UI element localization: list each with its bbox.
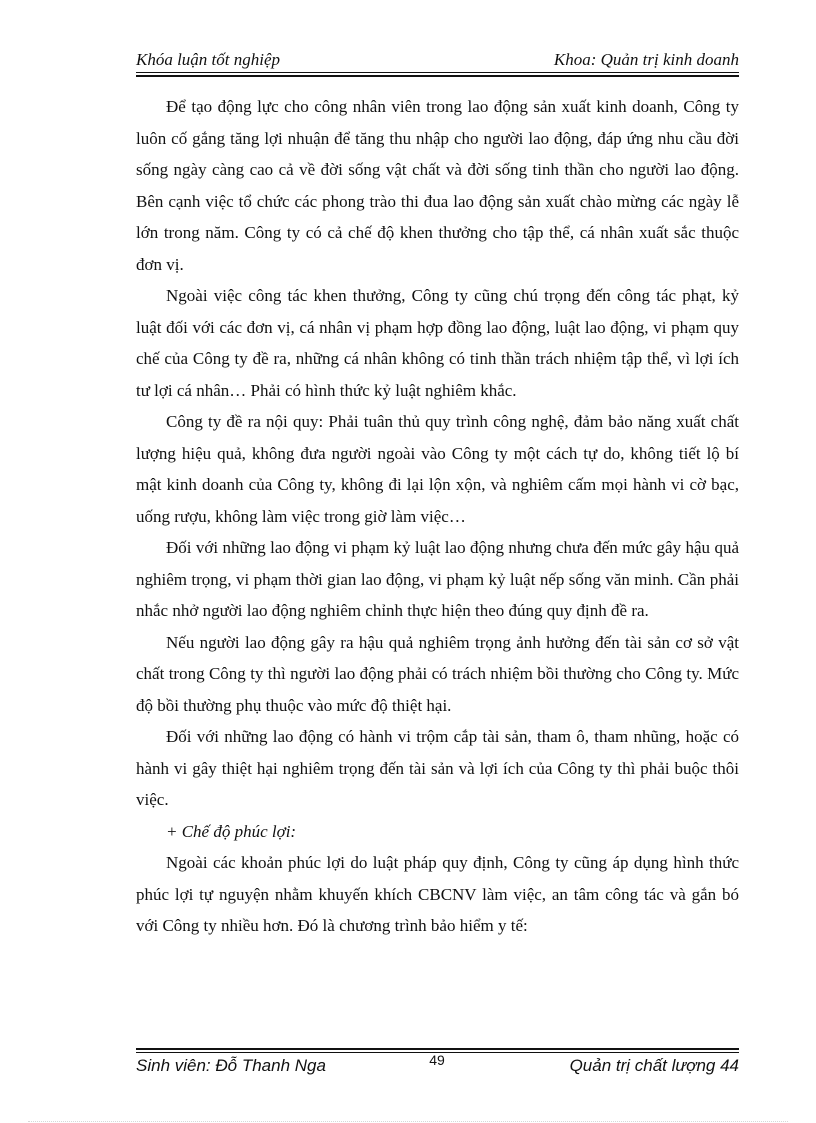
page-footer	[136, 1055, 739, 1081]
paragraph-motivation: Để tạo động lực cho công nhân viên trong lao động sản xuất kinh doanh, Công ty luôn cố gắng tăng lợi nhuận để tăng thu nhập cho người lao động, đáp ứng nhu cầu đời sống ngày càng cao cả về đời sống vật chất và đời sống tinh thần cho người lao động. Bên cạnh việc tổ chức các phong trào thi đua lao động sản xuất chào mừng các ngày lễ lớn trong năm. Công ty có cả chế độ khen thưởng cho tập thể, cá nhân xuất sắc thuộc đơn vị.	[136, 97, 739, 274]
paragraph-discipline: Ngoài việc công tác khen thưởng, Công ty cũng chú trọng đến công tác phạt, kỷ luật đối với các đơn vị, cá nhân vị phạm hợp đồng lao động, luật lao động, vi phạm quy chế của Công ty đề ra, những cá nhân không có tinh thần trách nhiệm tập thể, vì lợi ích tư lợi cá nhân… Phải có hình thức kỷ luật nghiêm khắc.	[136, 286, 739, 400]
paragraph-dismissal: Đối với những lao động có hành vi trộm cắp tài sản, tham ô, tham nhũng, hoặc có hành vi gây thiệt hại nghiêm trọng đến tài sản và lợi ích của Công ty thì phải buộc thôi việc.	[136, 727, 739, 809]
paragraph-rules: Công ty đề ra nội quy: Phải tuân thủ quy trình công nghệ, đảm bảo năng xuất chất lượng hiệu quả, không đưa người ngoài vào Công ty một cách tự do, không tiết lộ bí mật kinh doanh của Công ty, không đi lại lộn xộn, và nghiêm cấm mọi hành vi cờ bạc, uống rượu, không làm việc trong giờ làm việc…	[136, 412, 739, 526]
section-label-welfare: + Chế độ phúc lợi:	[166, 821, 297, 841]
page-number: 49	[429, 1052, 445, 1068]
page-edge-divider	[28, 1121, 788, 1122]
header-rule-thin	[136, 72, 739, 73]
paragraph-welfare: Ngoài các khoản phúc lợi do luật pháp quy định, Công ty cũng áp dụng hình thức phúc lợi tự nguyện nhằm khuyến khích CBCNV làm việc, an tâm công tác và gắn bó với Công ty nhiều hơn. Đó là chương trình bảo hiểm y tế:	[136, 853, 739, 935]
header-rule-thick	[136, 75, 739, 77]
footer-class: Quản trị chất lượng 44	[569, 1056, 739, 1075]
body-text	[136, 91, 739, 942]
header-faculty: Khoa: Quản trị kinh doanh	[553, 50, 739, 69]
header-thesis-title: Khóa luận tốt nghiệp	[136, 50, 281, 69]
footer-student-name: Sinh viên: Đỗ Thanh Nga	[136, 1056, 326, 1075]
footer-rule-thick	[136, 1048, 739, 1050]
paragraph-compensation: Nếu người lao động gây ra hậu quả nghiêm trọng ảnh hưởng đến tài sản cơ sở vật chất trong Công ty thì người lao động phải có trách nhiệm bồi thường cho Công ty. Mức độ bồi thường phụ thuộc vào mức độ thiệt hại.	[136, 632, 739, 715]
paragraph-minor-violations: Đối với những lao động vi phạm kỷ luật lao động nhưng chưa đến mức gây hậu quả nghiêm trọng, vi phạm thời gian lao động, vi phạm kỷ luật nếp sống văn minh. Cần phải nhắc nhở người lao động nghiêm chỉnh thực hiện theo đúng quy định đề ra.	[136, 538, 739, 620]
